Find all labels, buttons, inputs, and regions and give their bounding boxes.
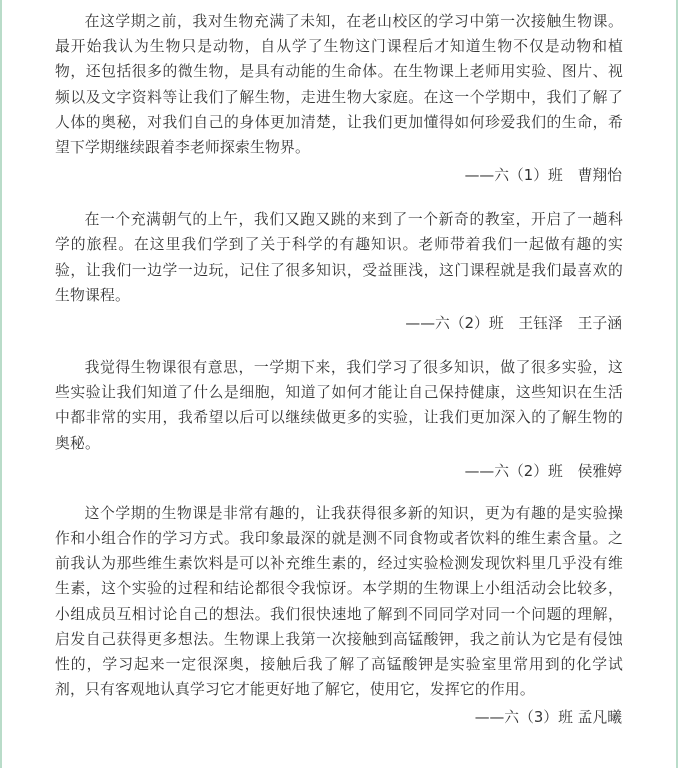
reflection-text-4: 这个学期的生物课是非常有趣的，让我获得很多新的知识，更为有趣的是实验操作和小组合作的学习方式。我印象最深的就是测不同食物或者饮料的维生素含量。之前我认为那些维生素饮料是可以补充维生素的，经过实验检测发现饮料里几乎没有维生素，这个实验的过程和结论都很令我惊讶。本学期的生物课上小组活动会比较多，小组成员互相讨论自己的想法。我们很快速地了解到不同同学对同一个问题的理解，启发自己获得更多想法。生物课上我第一次接触到高锰酸钾，我之前认为它是有侵蚀性的，学习起来一定很深奥，接触后我了解了高锰酸钾是实验室里常用到的化学试剂，只有客观地认真学习它才能更好地了解它，使用它，发挥它的作用。 [55, 504, 623, 699]
entry-spacer [55, 189, 623, 207]
reflection-entry-3 [55, 355, 623, 485]
reflection-entry-4 [55, 501, 623, 732]
reflection-signature-2: ——六（2）班 王钰泽 王子涵 [405, 315, 622, 333]
reflection-entry-1 [55, 0, 623, 189]
reflection-entry-2 [55, 207, 623, 337]
reflection-signature-1: ——六（1）班 曹翔怡 [464, 167, 622, 185]
article-content [55, 0, 623, 731]
reflection-signature-4: ——六（3）班 孟凡曦 [474, 709, 622, 727]
reflection-text-1: 在这学期之前，我对生物充满了未知，在老山校区的学习中第一次接触生物课。最开始我认为生物只是动物，自从学了生物这门课程后才知道生物不仅是动物和植物，还包括很多的微生物，是具有动能的生命体。在生物课上老师用实验、图片、视频以及文字资料等让我们了解生物，走进生物大家庭。在这一个学期中，我们了解了人体的奥秘，对我们自己的身体更加清楚，让我们更加懂得如何珍爱我们的生命，希望下学期继续跟着李老师探索生物界。 [55, 13, 623, 157]
entry-spacer [55, 337, 623, 355]
entry-spacer [55, 485, 623, 501]
reflection-signature-3: ——六（2）班 侯雅婷 [464, 462, 622, 480]
reflection-text-2: 在一个充满朝气的上午，我们又跑又跳的来到了一个新奇的教室，开启了一趟科学的旅程。在这里我们学到了关于科学的有趣知识。老师带着我们一起做有趣的实验，让我们一边学一边玩，记住了很多知识，受益匪浅，这门课程就是我们最喜欢的生物课程。 [55, 211, 623, 304]
reflection-text-3: 我觉得生物课很有意思，一学期下来，我们学习了很多知识，做了很多实验，这些实验让我们知道了什么是细胞，知道了如何才能让自己保持健康，这些知识在生活中都非常的实用，我希望以后可以继续做更多的实验，让我们更加深入的了解生物的奥秘。 [55, 359, 623, 452]
